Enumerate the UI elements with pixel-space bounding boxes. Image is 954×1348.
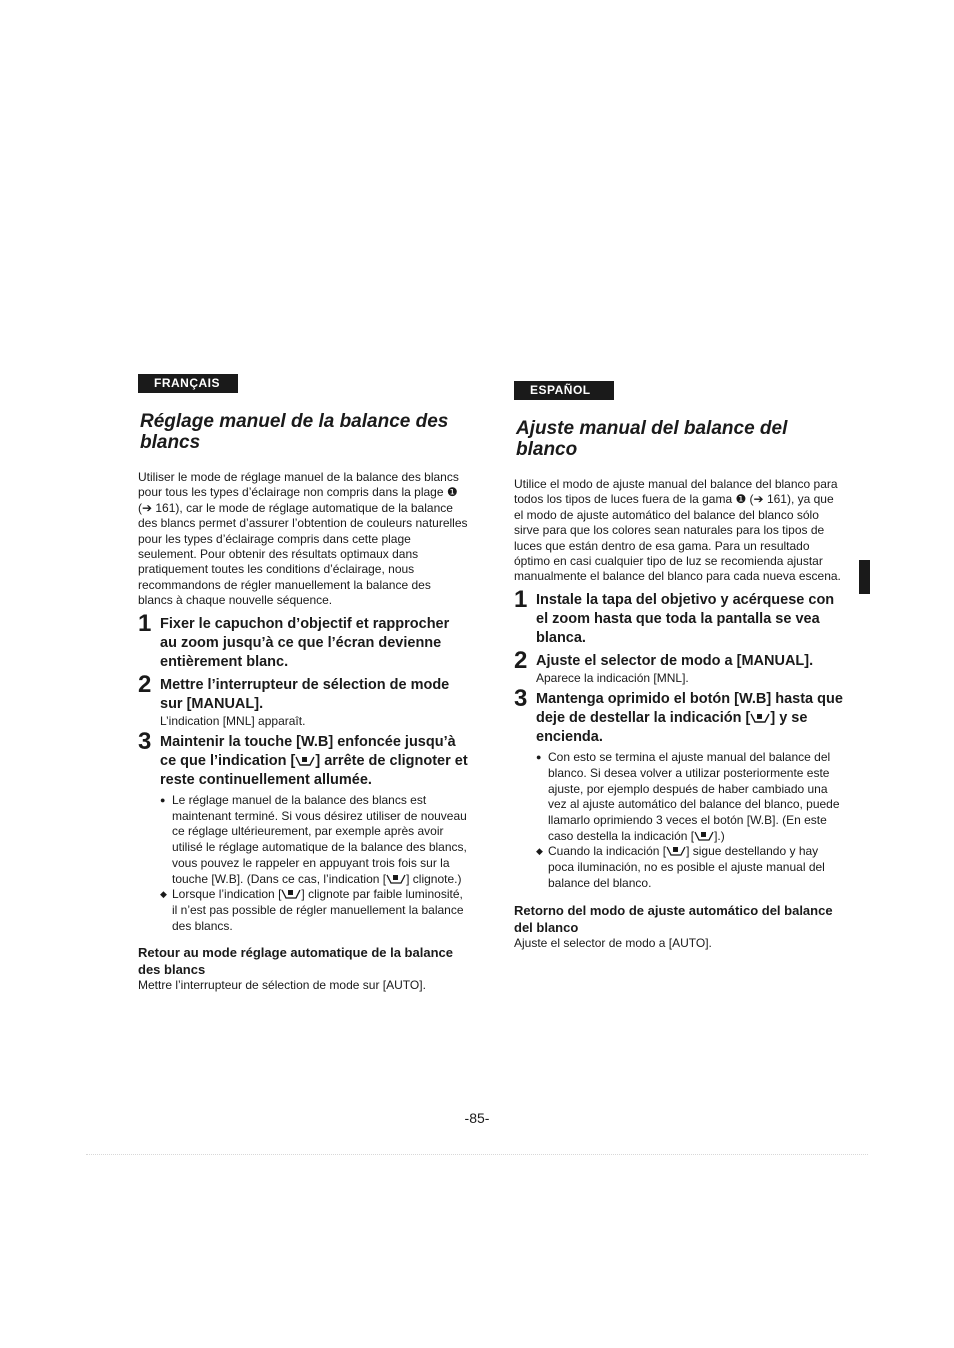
white-balance-icon [386,873,406,884]
step-text: Mettre l’interrupteur de sélection de mode sur [MANUAL]. [160,676,450,712]
spanish-column [514,374,844,951]
step-note: L’indication [MNL] apparaît. [160,713,306,728]
white-balance-icon [281,888,301,899]
white-balance-icon [666,845,686,856]
step-number: 2 [514,646,528,674]
step-number: 2 [138,670,152,698]
spanish-return-heading: Retorno del modo de ajuste automático del balance del blanco [514,902,833,935]
spanish-intro: Utilice el modo de ajuste manual del balance del blanco para todos los tipos de luces fuera de la gama ❶ (➔ 161), ya que el modo de ajuste automático del balance del blanco sólo sirve para que los colores sean naturales para los tipos de luces que están dentro de esa gama. Para un resultado óptimo en casi cualquier tipo de luz se recomienda ajustar manualmente el balance del blanco para cada nueva escena. [514,477,841,584]
french-column [138,374,468,993]
step-text [160,733,468,790]
french-return-heading: Retour au mode réglage automatique de la balance des blancs [138,945,453,978]
spanish-return-text: Ajuste el selector de modo a [AUTO]. [514,935,712,950]
french-step-2 [138,670,468,729]
side-tab-marker [859,560,870,594]
language-label-french: FRANÇAIS [138,374,238,393]
list-item: ◆ Cuando la indicación [ ] sigue destellando y hay poca iluminación, no es posible el ajuste manual del balance del blanco. [536,844,825,890]
list-item: ● Con esto se termina el ajuste manual del balance del blanco. Si desea volver a utilizar posteriormente este ajuste, por ejemplo después de haber cambiado una vez al ajuste automático del balance del blanco, puede llamarlo oprimiendo 3 veces el botón [W.B]. (En este caso destella la indicación [ ].) [536,750,840,843]
spanish-step-3 [514,685,844,891]
step-text-part: Maintenir la touche [W.B] enfoncée jusqu’à ce que l’indication [ [160,734,456,770]
step-note: Aparece la indicación [MNL]. [536,670,689,685]
step-text-part: Mantenga oprimido el botón [W.B] hasta que deje de destellar la indicación [ [536,691,843,727]
spanish-step-2 [514,646,844,686]
french-intro: Utiliser le mode de réglage manuel de la balance des blancs pour tous les types d’éclairage non compris dans la plage ❶ (➔ 161), car le mode de réglage automatique de la balance des blancs permet d’assurer l’obtention de couleurs naturelles pour les types d’éclairage compris dans cette plage seulement. Pour obtenir des résultats optimaux dans pratiquement toutes les conditions d’éclairage, nous recommandons de régler manuellement la balance des blancs à chaque nouvelle séquence. [138,470,468,608]
french-step-3 [138,728,468,934]
step-text: Ajuste el selector de modo a [MANUAL]. [536,652,814,669]
step-number: 3 [514,685,528,713]
french-title: Réglage manuel de la balance des blancs [140,411,449,453]
step-text-part: ] arrête de clignoter et reste continuellement allumée. [160,753,468,789]
bottom-divider [86,1154,868,1155]
page-number: -85- [464,1110,490,1126]
bullet-mark: ◆ [160,889,167,900]
step-text-part: ] y se encienda. [536,710,808,746]
step-text: Fixer le capuchon d’objectif et rapprocher au zoom jusqu’à ce que l’écran devienne entièrement blanc. [160,615,450,670]
spanish-title: Ajuste manual del balance del blanco [516,418,788,460]
step-number: 1 [138,609,152,637]
bullet-mark: ● [160,795,166,806]
list-item: ◆ Lorsque l’indication [ ] clignote par faible luminosité, il n’est pas possible de régler manuellement la balance des blancs. [160,887,464,933]
bullet-mark: ◆ [536,846,543,857]
spanish-step-1 [514,585,844,648]
white-balance-icon [694,830,714,841]
french-bullet-list [160,793,468,934]
list-item: ● Le réglage manuel de la balance des blancs est maintenant terminé. Si vous désirez utiliser de nouveau ce réglage ultérieurement, par exemple après avoir utilisé le réglage automatique de la balance des blancs, vous pouvez le rappeler en appuyant trois fois sur la touche [W.B]. (Dans ce cas, l’indication [ ] clignote.) [160,793,467,886]
spanish-bullet-list [536,750,844,891]
white-balance-icon [295,755,315,766]
step-text: Instale la tapa del objetivo y acérquese con el zoom hasta que toda la pantalla se vea blanca. [536,591,835,646]
french-step-1 [138,609,468,672]
step-number: 1 [514,585,528,613]
bullet-mark: ● [536,752,542,763]
french-return-text: Mettre l’interrupteur de sélection de mode sur [AUTO]. [138,978,426,993]
step-text [536,690,844,747]
language-label-spanish: ESPAÑOL [514,381,614,400]
white-balance-icon [750,712,770,723]
step-number: 3 [138,728,152,756]
